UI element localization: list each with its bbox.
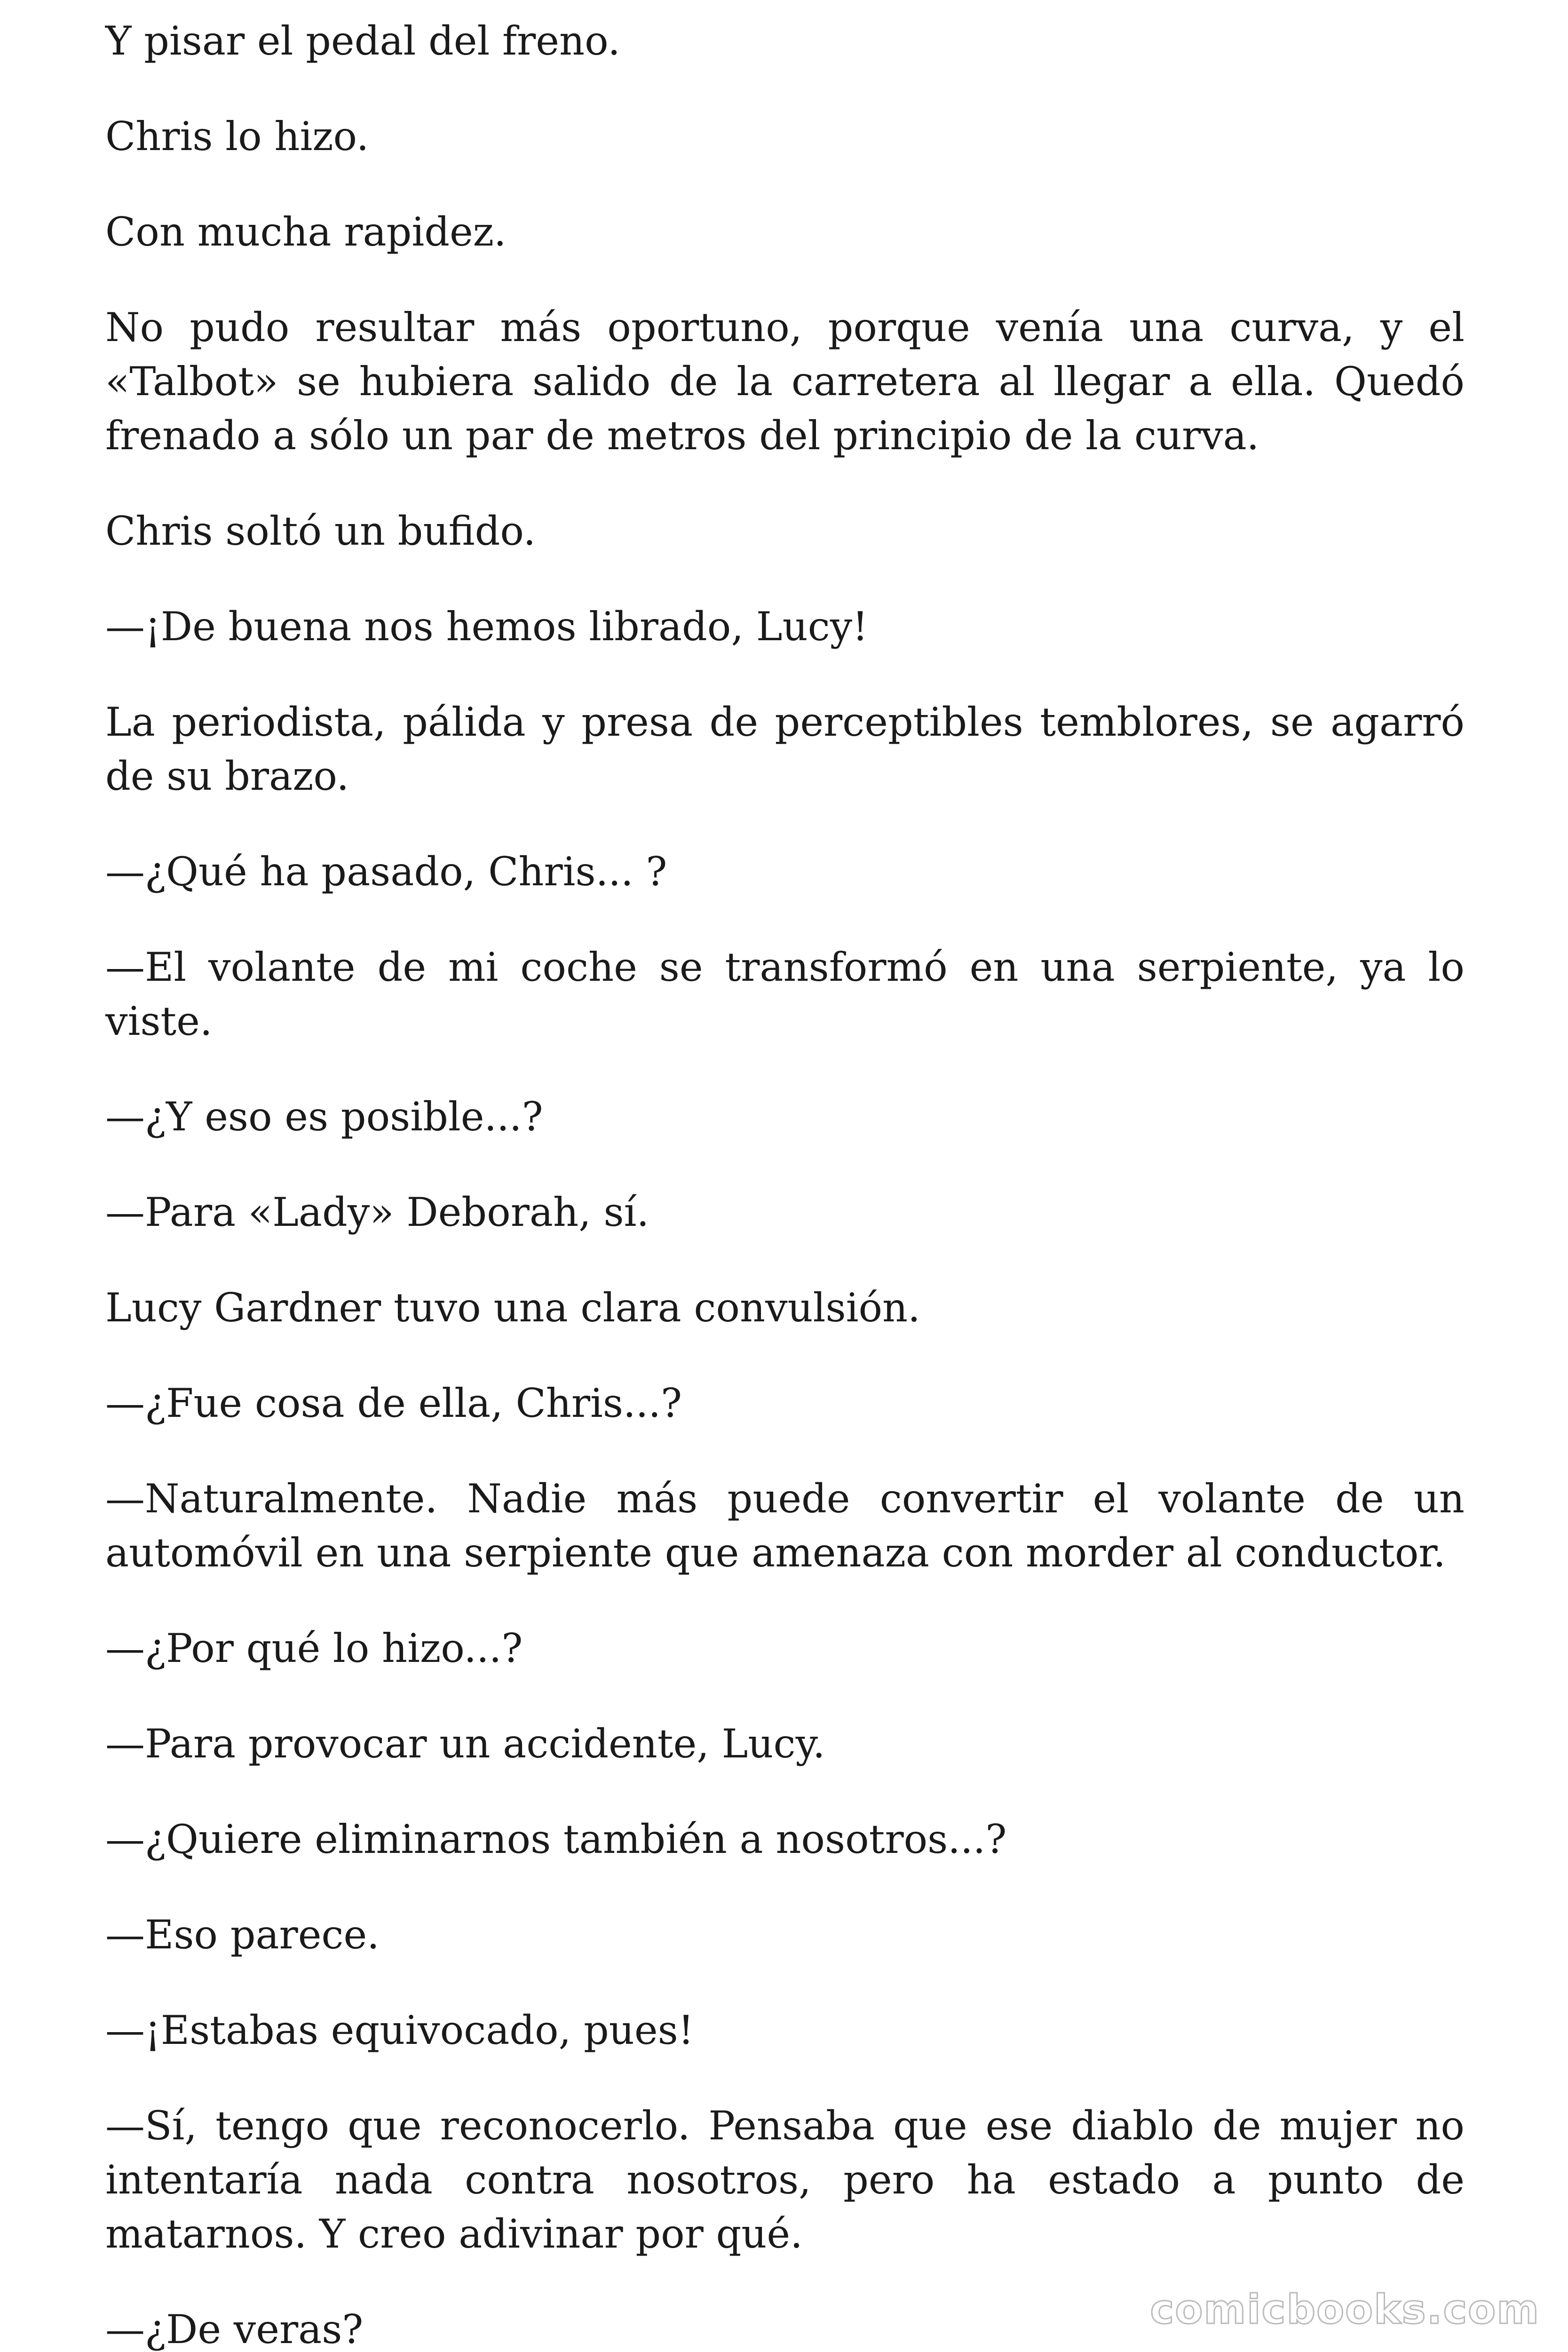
paragraph: —¿Por qué lo hizo...?	[105, 1625, 523, 1671]
paragraph: La periodista, pálida y presa de perceptibles temblores, se agarró de su brazo.	[105, 699, 1465, 799]
watermark: comicbooks.com	[1150, 2286, 1540, 2333]
paragraph: —¿Fue cosa de ella, Chris...?	[105, 1380, 682, 1426]
paragraph: Chris soltó un bufido.	[105, 508, 536, 554]
paragraph: —Para provocar un accidente, Lucy.	[105, 1721, 825, 1767]
paragraph: Con mucha rapidez.	[105, 209, 507, 255]
paragraph: Lucy Gardner tuvo una clara convulsión.	[105, 1285, 920, 1331]
paragraph: No pudo resultar más oportuno, porque venía una curva, y el «Talbot» se hubiera salido de la carretera al llegar a ella. Quedó frenado a sólo un par de metros del principio de la curva.	[105, 304, 1465, 459]
paragraph: —¿Y eso es posible...?	[105, 1094, 543, 1140]
paragraph: —¿Quiere eliminarnos también a nosotros...?	[105, 1816, 1007, 1862]
paragraph: Chris lo hizo.	[105, 113, 369, 159]
paragraph: —¿Qué ha pasado, Chris... ?	[105, 849, 667, 895]
paragraph: —¡De buena nos hemos librado, Lucy!	[105, 604, 868, 650]
paragraph: —¡Estabas equivocado, pues!	[105, 2007, 694, 2053]
paragraph: —¿De veras?	[105, 2306, 364, 2352]
text-column	[105, 14, 1465, 2352]
paragraph: —Naturalmente. Nadie más puede convertir el volante de un automóvil en una serpiente que amenaza con morder al conductor.	[105, 1476, 1465, 1576]
paragraph: Y pisar el pedal del freno.	[105, 18, 620, 64]
paragraph: —Eso parece.	[105, 1912, 380, 1958]
paragraph: —El volante de mi coche se transformó en una serpiente, ya lo viste.	[105, 944, 1465, 1044]
paragraph: —Para «Lady» Deborah, sí.	[105, 1189, 649, 1235]
paragraph: —Sí, tengo que reconocerlo. Pensaba que ese diablo de mujer no intentaría nada contra nosotros, pero ha estado a punto de matarnos. Y creo adivinar por qué.	[105, 2103, 1465, 2257]
